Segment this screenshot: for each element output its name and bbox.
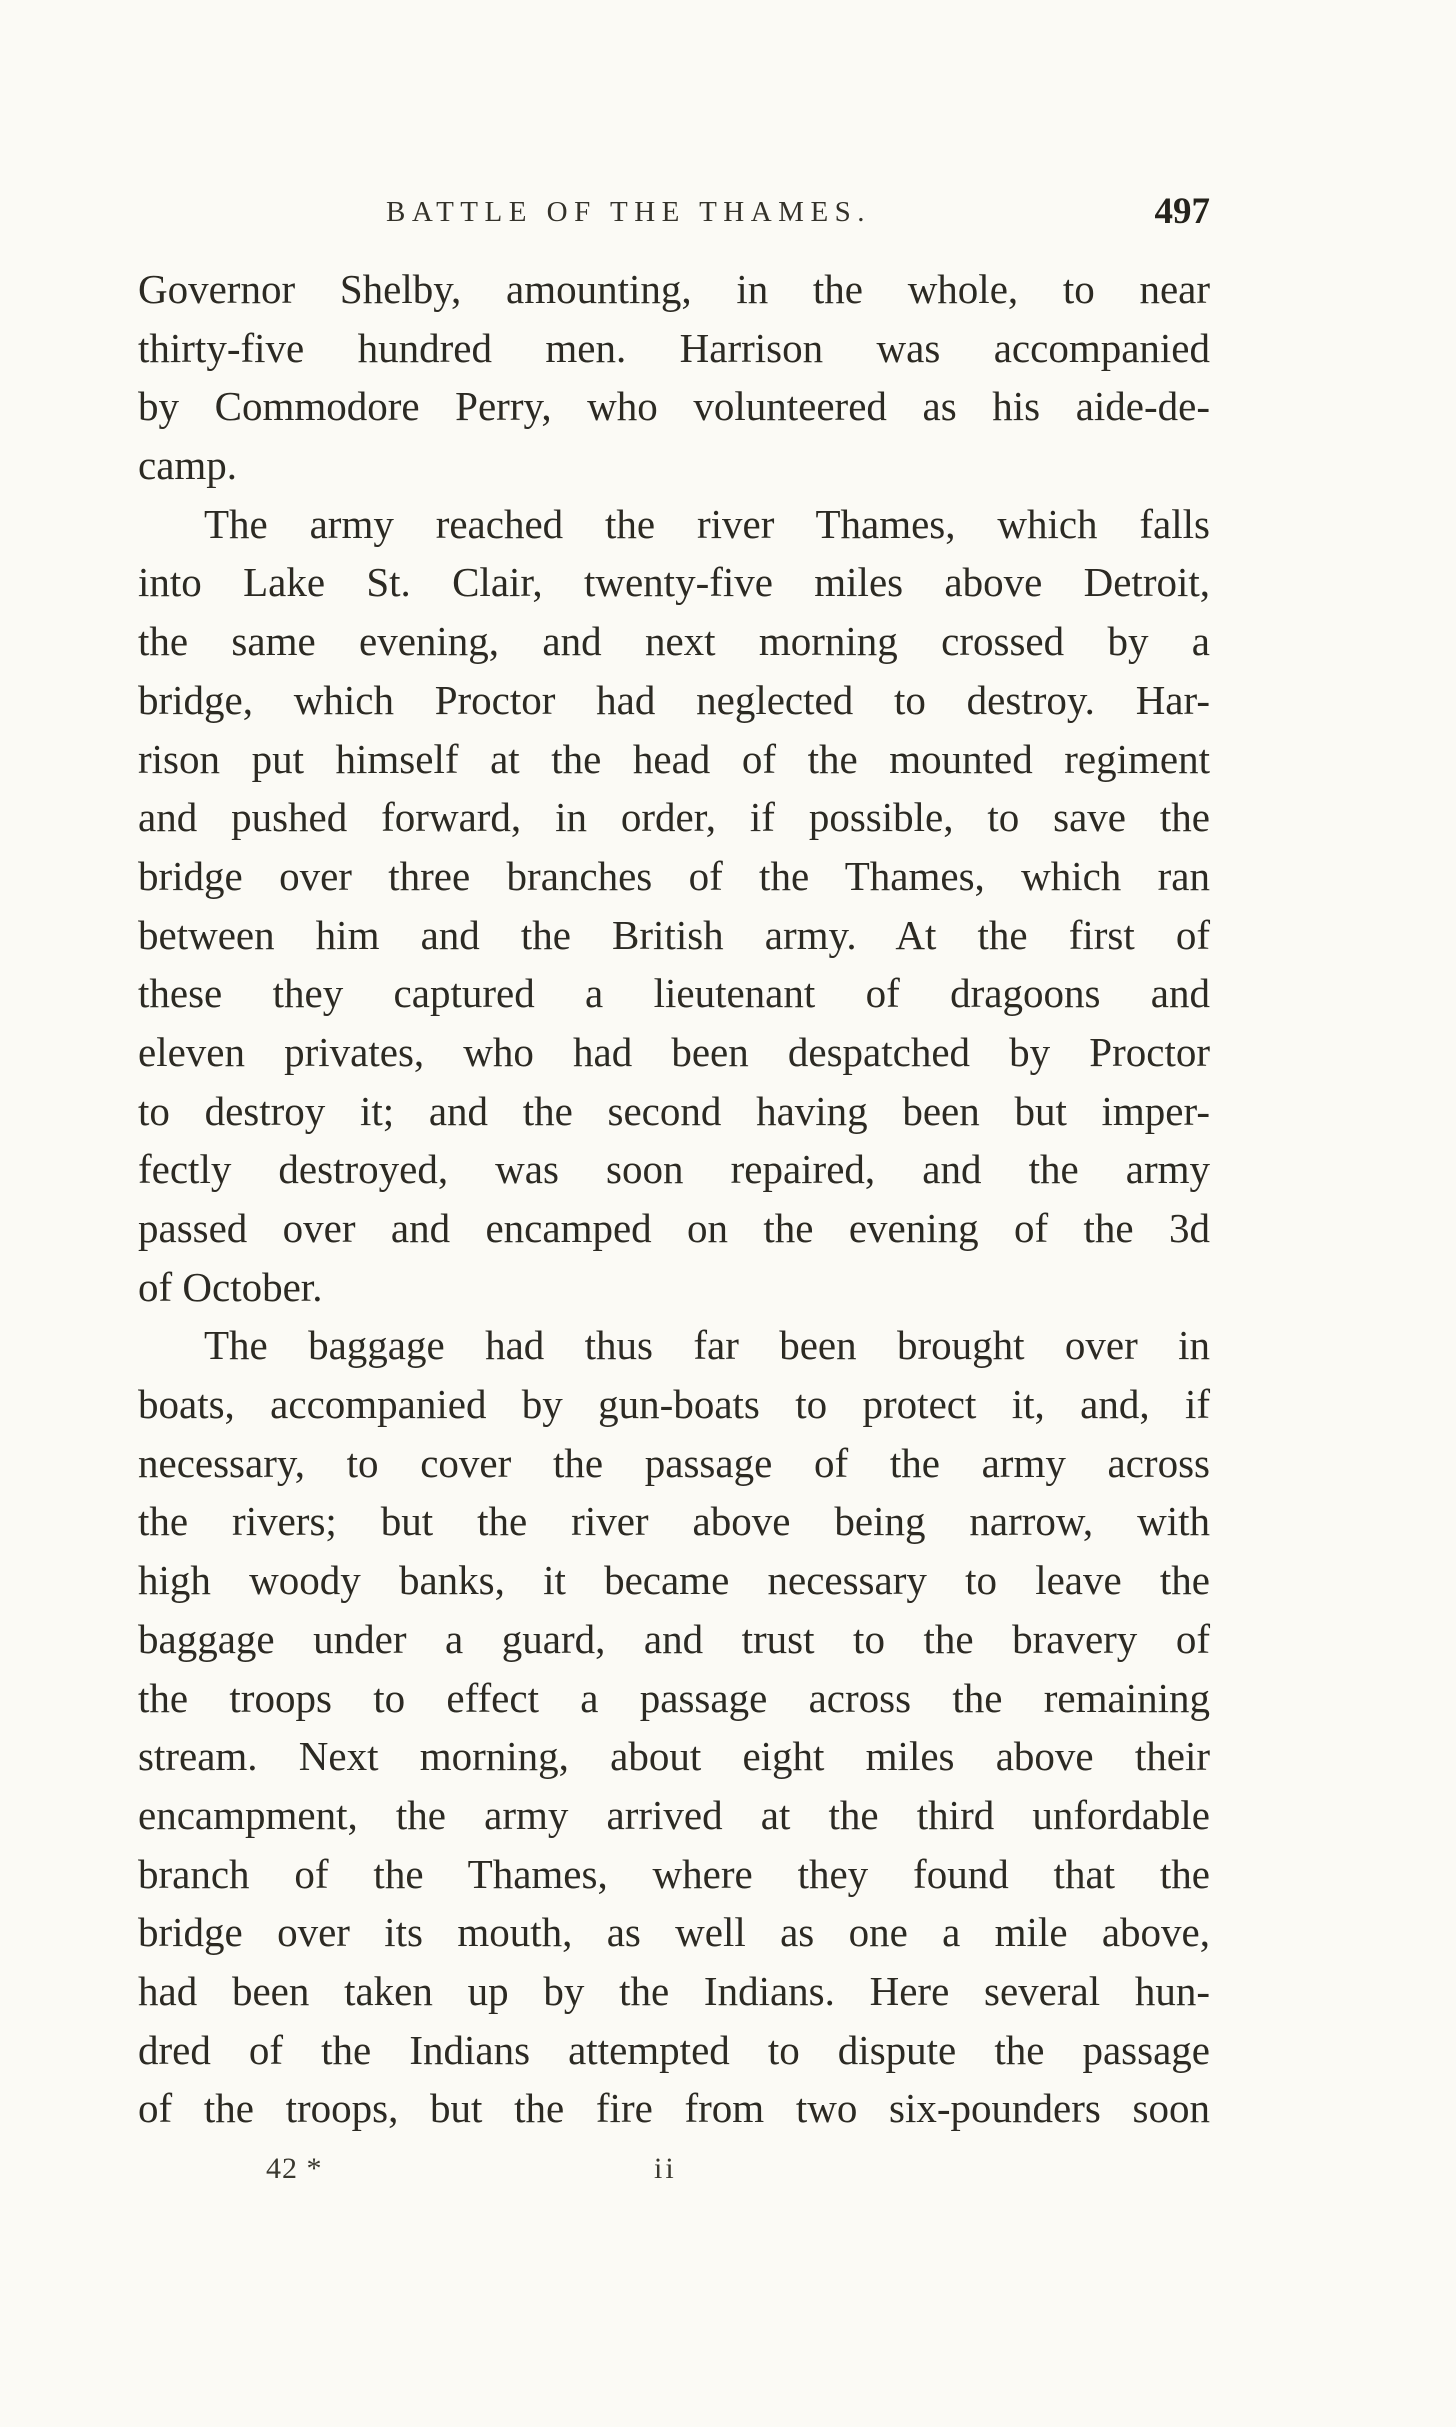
text-line: dred of the Indians attempted to dispute the passage	[138, 2026, 1210, 2073]
page-number: 497	[1154, 191, 1210, 232]
text-line: bridge over its mouth, as well as one a mile above,	[138, 1909, 1210, 1956]
text-line: passed over and encamped on the evening of the 3d	[138, 1205, 1210, 1251]
text-line: of the troops, but the fire from two six-pounders soon	[138, 2085, 1210, 2132]
running-head: BATTLE OF THE THAMES.	[386, 196, 872, 228]
text-line: encampment, the army arrived at the third unfordable	[138, 1791, 1210, 1838]
text-line: and pushed forward, in order, if possible, to save the	[138, 794, 1210, 841]
text-line: these they captured a lieutenant of dragoons and	[138, 970, 1210, 1017]
text-line: boats, accompanied by gun-boats to protect it, and, if	[138, 1381, 1210, 1428]
text-line: necessary, to cover the passage of the army across	[138, 1439, 1210, 1486]
text-line: fectly destroyed, was soon repaired, and the army	[138, 1146, 1210, 1193]
text-line: rison put himself at the head of the mounted regiment	[138, 735, 1210, 782]
text-line: eleven privates, who had been despatched by Proctor	[138, 1028, 1210, 1075]
text-line: branch of the Thames, where they found that the	[138, 1850, 1210, 1897]
text-line: the troops to effect a passage across the remaining	[138, 1674, 1210, 1721]
text-line: thirty-five hundred men. Harrison was accompanied	[138, 324, 1210, 371]
text-line: bridge over three branches of the Thames, which ran	[138, 852, 1210, 899]
body-text	[138, 260, 1210, 2138]
signature-mark: 42 *	[266, 2152, 323, 2185]
text-line: to destroy it; and the second having been but imper-	[138, 1087, 1210, 1134]
text-line: of October.	[138, 1263, 323, 1310]
page-header	[138, 190, 1210, 240]
text-line: the rivers; but the river above being narrow, with	[138, 1498, 1210, 1545]
text-line: camp.	[138, 442, 238, 489]
text-line: between him and the British army. At the first of	[138, 911, 1210, 958]
text-line: the same evening, and next morning crossed by a	[138, 618, 1210, 665]
text-line: The army reached the river Thames, which falls	[204, 500, 1210, 547]
text-line: stream. Next morning, about eight miles above their	[138, 1733, 1210, 1780]
text-line: Governor Shelby, amounting, in the whole, to near	[138, 266, 1210, 312]
text-line: The baggage had thus far been brought over in	[204, 1322, 1210, 1369]
page-footer	[138, 2152, 1210, 2192]
text-line: by Commodore Perry, who volunteered as his aide-de-	[138, 383, 1210, 430]
text-line: into Lake St. Clair, twenty-five miles above Detroit,	[138, 559, 1210, 606]
text-line: high woody banks, it became necessary to leave the	[138, 1557, 1210, 1604]
text-line: bridge, which Proctor had neglected to destroy. Har-	[138, 676, 1210, 723]
text-line: had been taken up by the Indians. Here several hun-	[138, 1967, 1210, 2014]
sheet-mark: ii	[654, 2152, 677, 2185]
text-line: baggage under a guard, and trust to the bravery of	[138, 1615, 1210, 1662]
